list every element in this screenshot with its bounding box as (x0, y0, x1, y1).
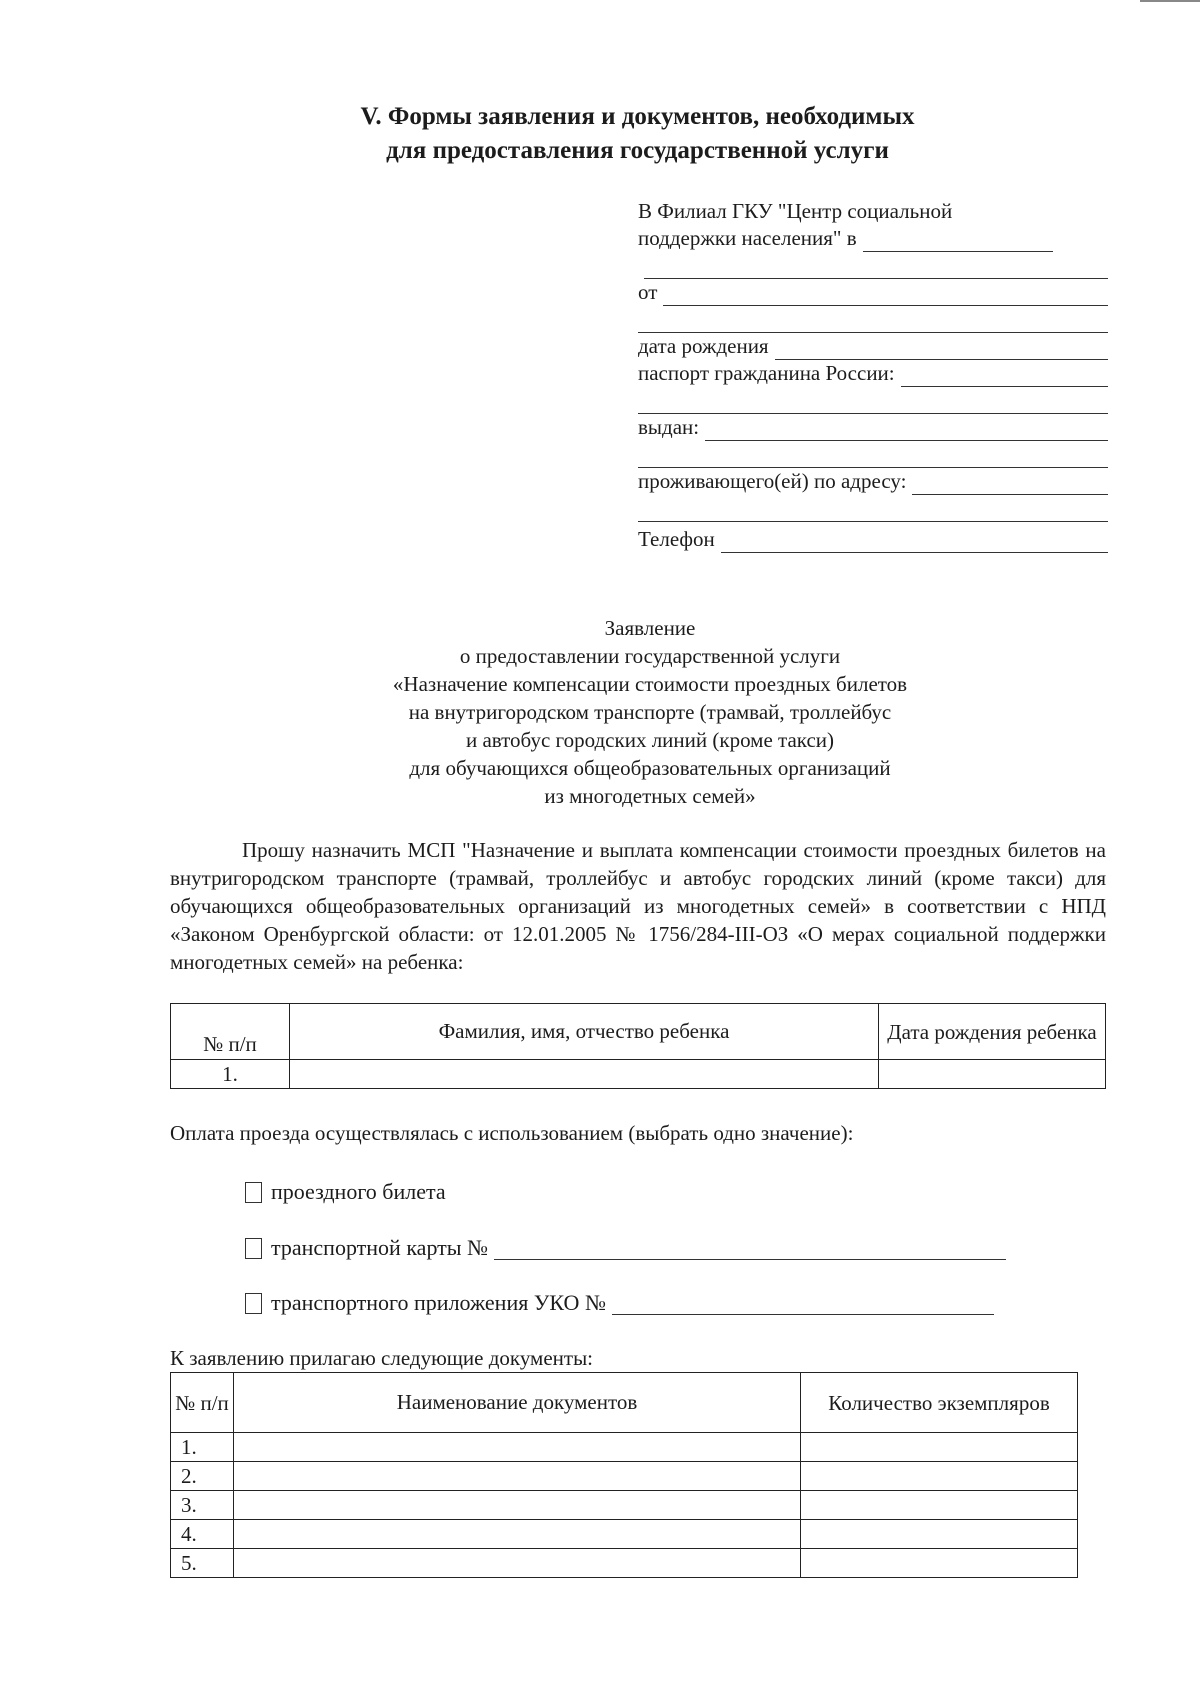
scan-edge-mark (1140, 0, 1200, 2)
payment-question: Оплата проезда осуществлялась с использованием (выбрать одно значение): (170, 1121, 854, 1145)
passport-field[interactable] (901, 365, 1108, 387)
doc-name-cell[interactable] (234, 1491, 801, 1520)
table-row (171, 1549, 1078, 1578)
payment-option-app[interactable] (245, 1288, 994, 1318)
addressee-line1: В Филиал ГКУ "Центр социальной (638, 199, 953, 223)
doc-col-name: Наименование документов (234, 1373, 801, 1433)
applicant-name-field[interactable] (663, 284, 1108, 306)
section-heading-line2: для предоставления государственной услуги (386, 137, 889, 164)
payment-option-card[interactable] (245, 1233, 1006, 1263)
section-heading-line1: V. Формы заявления и документов, необходимых (360, 103, 915, 130)
applicant-name-field-continued[interactable] (638, 306, 1108, 333)
documents-intro: К заявлению прилагаю следующие документы: (170, 1346, 594, 1370)
statement-line2: «Назначение компенсации стоимости проездных билетов (392, 672, 908, 696)
doc-count-cell[interactable] (801, 1549, 1078, 1578)
checkbox[interactable] (245, 1293, 262, 1314)
statement-line3: на внутригородском транспорте (трамвай, троллейбус (408, 700, 892, 724)
child-table-header (171, 1004, 1106, 1060)
addressee-line2-label: поддержки населения" в (638, 226, 857, 250)
child-col-number: № п/п (171, 1004, 290, 1060)
payment-option-label: проездного билета (271, 1179, 446, 1204)
statement-line4: и автобус городских линий (кроме такси) (465, 728, 835, 752)
birth-date-field[interactable] (775, 338, 1108, 360)
address-block (638, 198, 1108, 553)
residence-field[interactable] (912, 473, 1108, 495)
child-row-number: 1. (171, 1060, 290, 1089)
passport-field-continued[interactable] (638, 387, 1108, 414)
statement-title: Заявление (604, 616, 696, 640)
table-row (171, 1060, 1106, 1089)
statement-line5: для обучающихся общеобразовательных организаций (409, 756, 891, 780)
request-paragraph (170, 836, 1106, 976)
residence-field-continued[interactable] (638, 495, 1108, 522)
doc-row-number: 1. (171, 1433, 234, 1462)
doc-count-cell[interactable] (801, 1462, 1078, 1491)
issued-by-label: выдан: (638, 415, 700, 439)
statement-line1: о предоставлении государственной услуги (459, 644, 841, 668)
doc-row-number: 4. (171, 1520, 234, 1549)
doc-col-number: № п/п (171, 1373, 234, 1433)
section-heading (0, 100, 1200, 168)
doc-count-cell[interactable] (801, 1520, 1078, 1549)
statement-heading (300, 614, 1000, 810)
doc-name-cell[interactable] (234, 1462, 801, 1491)
doc-count-cell[interactable] (801, 1491, 1078, 1520)
phone-field[interactable] (721, 531, 1108, 553)
branch-field-continued[interactable] (644, 252, 1108, 279)
payment-option-label: транспортной карты № (271, 1235, 489, 1260)
child-name-cell[interactable] (290, 1060, 879, 1089)
doc-name-cell[interactable] (234, 1520, 801, 1549)
child-col-name: Фамилия, имя, отчество ребенка (290, 1004, 879, 1060)
branch-field[interactable] (863, 230, 1053, 252)
child-birthdate-cell[interactable] (879, 1060, 1106, 1089)
payment-option-label: транспортного приложения УКО № (271, 1290, 606, 1315)
child-table (170, 1003, 1106, 1089)
from-label: от (638, 280, 658, 304)
statement-line6: из многодетных семей» (544, 784, 756, 808)
documents-table-header (171, 1373, 1078, 1433)
payment-option-ticket[interactable] (245, 1177, 446, 1207)
table-row (171, 1520, 1078, 1549)
doc-name-cell[interactable] (234, 1549, 801, 1578)
table-row (171, 1433, 1078, 1462)
checkbox[interactable] (245, 1238, 262, 1259)
residence-label: проживающего(ей) по адресу: (638, 469, 907, 493)
checkbox[interactable] (245, 1182, 262, 1203)
doc-row-number: 5. (171, 1549, 234, 1578)
passport-label: паспорт гражданина России: (638, 361, 895, 385)
child-col-birthdate: Дата рождения ребенка (879, 1004, 1106, 1060)
request-text: Прошу назначить МСП "Назначение и выплата компенсации стоимости проездных билетов на внутригородском транспорте (трамвай, троллейбус и автобус городских линий (кроме такси) для обучающихся общеобразовательных организаций из многодетных семей» в соответствии с НПД «Законом Оренбургской области: от 12.01.2005 № 1756/284-III-ОЗ «О мерах социальной поддержки многодетных семей» на ребенка: (170, 838, 1106, 974)
documents-table (170, 1372, 1078, 1578)
phone-label: Телефон (638, 527, 715, 551)
issued-by-field[interactable] (705, 419, 1108, 441)
doc-count-cell[interactable] (801, 1433, 1078, 1462)
birth-date-label: дата рождения (638, 334, 769, 358)
issued-by-field-continued[interactable] (638, 441, 1108, 468)
card-number-field[interactable] (494, 1237, 1006, 1260)
doc-col-count: Количество экземпляров (801, 1373, 1078, 1433)
doc-name-cell[interactable] (234, 1433, 801, 1462)
table-row (171, 1462, 1078, 1491)
table-row (171, 1491, 1078, 1520)
app-number-field[interactable] (612, 1292, 994, 1315)
doc-row-number: 2. (171, 1462, 234, 1491)
doc-row-number: 3. (171, 1491, 234, 1520)
